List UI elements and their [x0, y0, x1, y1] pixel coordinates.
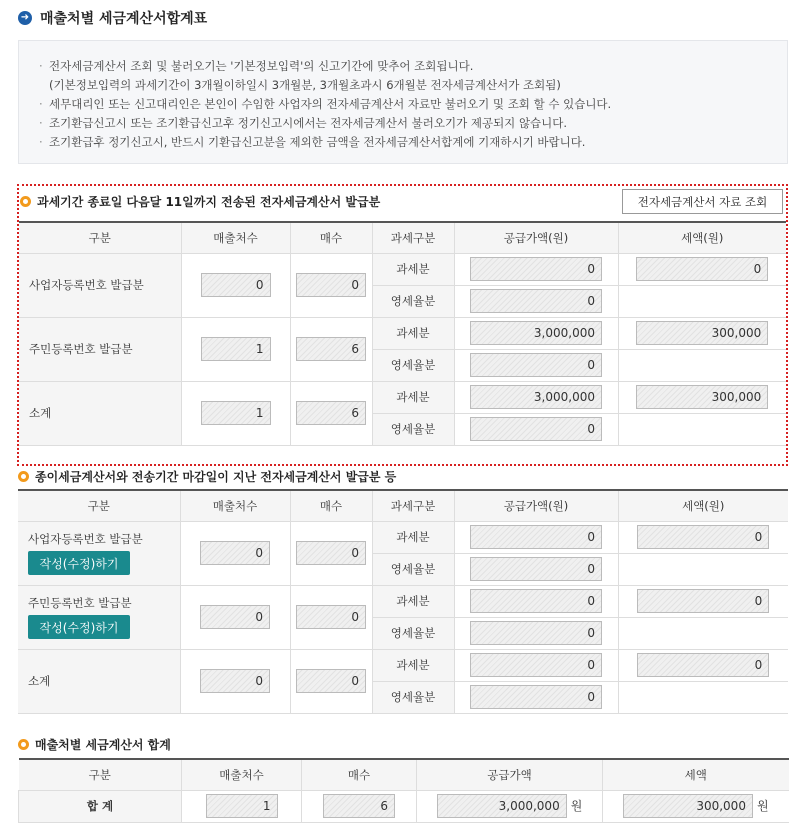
tax-type-label: 영세율분 [372, 553, 454, 585]
tax-type-label: 과세분 [372, 317, 454, 349]
customer-count-field: 0 [200, 605, 270, 629]
tax-type-label: 영세율분 [372, 285, 454, 317]
tax-type-label: 영세율분 [372, 413, 454, 445]
section2-title: 종이세금계산서와 전송기간 마감일이 지난 전자세금계산서 발급분 등 [18, 467, 396, 485]
col-header-supply-amount: 공급가액(원) [454, 222, 618, 253]
section1-title: 과세기간 종료일 다음달 11일까지 전송된 전자세금계산서 발급분 [20, 192, 380, 210]
table-header-row [19, 759, 789, 790]
notice-line: (기본정보입력의 과세기간이 3개월이하일시 3개월분, 3개월초과시 6개월분 전자세금계산서가 조회됨) [49, 78, 561, 92]
zero-rate-supply-field: 0 [470, 685, 602, 709]
total-supply-field: 3,000,000 [437, 794, 567, 818]
section1-table [19, 221, 786, 446]
col-header-tax-amount: 세액 [603, 759, 789, 790]
sheet-count-field: 6 [296, 337, 366, 361]
bullet-icon: · [39, 116, 43, 130]
zero-rate-supply-field: 0 [470, 353, 602, 377]
col-header-sheet-count: 매수 [290, 222, 372, 253]
page-title [18, 8, 207, 28]
taxable-supply-field: 0 [470, 257, 602, 281]
bullet-icon: · [39, 97, 43, 111]
section-bullet-icon [20, 196, 31, 207]
total-customer-count-field: 1 [206, 794, 278, 818]
bullet-icon: · [39, 135, 43, 149]
table-row [18, 521, 788, 553]
taxable-supply-field: 0 [470, 589, 602, 613]
table-row [19, 381, 786, 413]
col-header-tax-type: 과세구분 [372, 490, 454, 521]
table-row [19, 790, 789, 822]
zero-rate-supply-field: 0 [470, 621, 602, 645]
tax-type-label: 영세율분 [372, 617, 454, 649]
table-row [18, 649, 788, 681]
col-header-supply-amount: 공급가액(원) [454, 490, 618, 521]
taxable-tax-field: 0 [636, 257, 768, 281]
section3-table [18, 758, 789, 823]
sheet-count-field: 0 [296, 541, 366, 565]
row-label-subtotal: 소계 [19, 381, 181, 445]
col-header-sheet-count: 매수 [302, 759, 417, 790]
col-header-customer-count: 매출처수 [180, 490, 290, 521]
tax-type-label: 과세분 [372, 381, 454, 413]
arrow-right-circle-icon: ➜ [18, 11, 32, 25]
customer-count-field: 1 [201, 401, 271, 425]
col-header-category: 구분 [19, 222, 181, 253]
taxable-tax-field: 0 [637, 525, 769, 549]
zero-rate-supply-field: 0 [470, 557, 602, 581]
currency-unit: 원 [570, 798, 583, 813]
e-invoice-lookup-button[interactable]: 전자세금계산서 자료 조회 [622, 189, 783, 214]
section3-title: 매출처별 세금계산서 합계 [18, 735, 171, 753]
zero-rate-supply-field: 0 [470, 417, 602, 441]
tax-type-label: 과세분 [372, 521, 454, 553]
total-sheet-count-field: 6 [323, 794, 395, 818]
col-header-supply-amount: 공급가액 [417, 759, 603, 790]
section-bullet-icon [18, 471, 29, 482]
col-header-category: 구분 [18, 490, 180, 521]
col-header-sheet-count: 매수 [290, 490, 372, 521]
bullet-icon: · [39, 59, 43, 73]
col-header-customer-count: 매출처수 [181, 222, 290, 253]
row-label-business-reg: 사업자등록번호 발급분 [19, 253, 181, 317]
table-row [19, 253, 786, 285]
col-header-tax-amount: 세액(원) [618, 490, 788, 521]
taxable-supply-field: 3,000,000 [470, 385, 602, 409]
table-header-row [18, 490, 788, 521]
row-label-business-reg: 사업자등록번호 발급분 [28, 532, 143, 546]
tax-type-label: 과세분 [372, 649, 454, 681]
notice-line: · 전자세금계산서 조회 및 불러오기는 '기본정보입력'의 신고기간에 맞추어 조회됩니다. [39, 57, 787, 76]
taxable-supply-field: 0 [470, 653, 602, 677]
notice-line: · 조기환급후 정기신고시, 반드시 기환급신고분을 제외한 금액을 전자세금계산서합계에 기재하시기 바랍니다. [39, 133, 787, 152]
table-header-row [19, 222, 786, 253]
taxable-tax-field: 300,000 [636, 385, 768, 409]
currency-unit: 원 [756, 798, 769, 813]
row-label-resident-reg: 주민등록번호 발급분 [19, 317, 181, 381]
section2-table [18, 489, 788, 714]
tax-type-label: 영세율분 [372, 681, 454, 713]
sheet-count-field: 6 [296, 401, 366, 425]
taxable-tax-field: 300,000 [636, 321, 768, 345]
row-label-subtotal: 소계 [18, 649, 180, 713]
taxable-supply-field: 0 [470, 525, 602, 549]
row-label-total: 합 계 [19, 790, 182, 822]
section-bullet-icon [18, 739, 29, 750]
taxable-tax-field: 0 [637, 589, 769, 613]
notice-box [18, 40, 788, 164]
customer-count-field: 0 [200, 541, 270, 565]
total-tax-field: 300,000 [623, 794, 753, 818]
write-edit-button[interactable]: 작성(수정)하기 [28, 551, 130, 575]
tax-type-label: 과세분 [372, 253, 454, 285]
col-header-tax-type: 과세구분 [372, 222, 454, 253]
table-row [19, 317, 786, 349]
col-header-tax-amount: 세액(원) [618, 222, 786, 253]
row-label-resident-reg: 주민등록번호 발급분 [28, 596, 132, 610]
taxable-tax-field: 0 [637, 653, 769, 677]
taxable-supply-field: 3,000,000 [470, 321, 602, 345]
customer-count-field: 1 [201, 337, 271, 361]
sheet-count-field: 0 [296, 273, 366, 297]
table-row [18, 585, 788, 617]
customer-count-field: 0 [200, 669, 270, 693]
tax-type-label: 과세분 [372, 585, 454, 617]
notice-line: · 조기환급신고시 또는 조기환급신고후 정기신고시에서는 전자세금계산서 불러오기가 제공되지 않습니다. [39, 114, 787, 133]
notice-line: · 세무대리인 또는 신고대리인은 본인이 수임한 사업자의 전자세금계산서 자료만 불러오기 및 조회 할 수 있습니다. [39, 95, 787, 114]
tax-type-label: 영세율분 [372, 349, 454, 381]
zero-rate-supply-field: 0 [470, 289, 602, 313]
write-edit-button[interactable]: 작성(수정)하기 [28, 615, 130, 639]
sheet-count-field: 0 [296, 669, 366, 693]
col-header-customer-count: 매출처수 [182, 759, 302, 790]
customer-count-field: 0 [201, 273, 271, 297]
sheet-count-field: 0 [296, 605, 366, 629]
col-header-category: 구분 [19, 759, 182, 790]
page-title-text: 매출처별 세금계산서합계표 [40, 11, 208, 27]
